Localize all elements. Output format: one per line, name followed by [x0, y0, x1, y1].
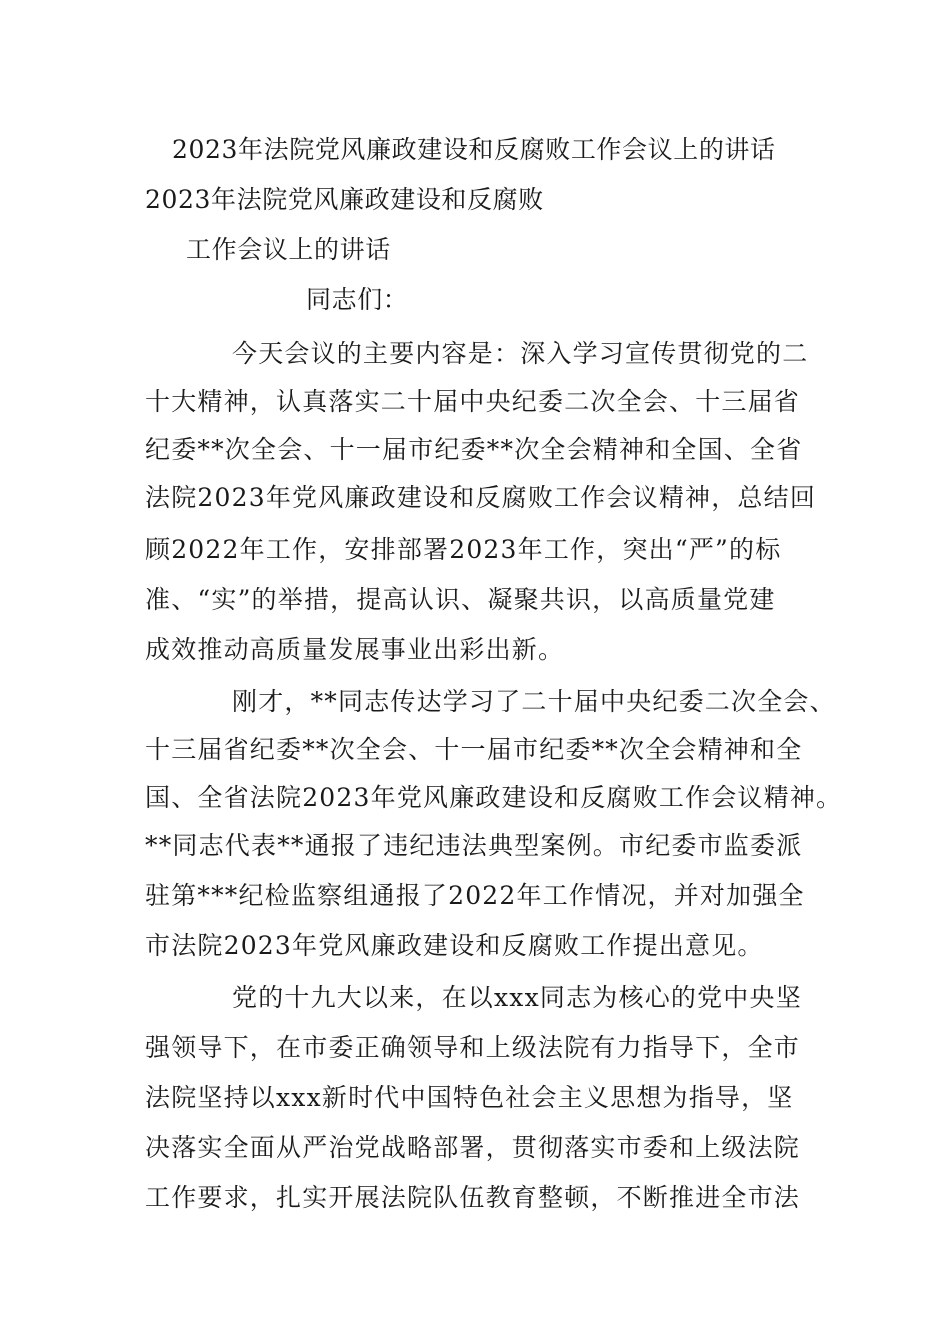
paragraph-1-line-5: 顾2022年工作，安排部署2023年工作，突出“严”的标	[145, 535, 782, 564]
salutation: 同志们：	[306, 285, 409, 314]
paragraph-2-line-4: **同志代表**通报了违纪违法典型案例。市纪委市监委派	[145, 831, 803, 860]
paragraph-2-line-2: 十三届省纪委**次全会、十一届市纪委**次全会精神和全	[145, 735, 803, 764]
paragraph-1-line-1: 今天会议的主要内容是：深入学习宣传贯彻党的二	[232, 339, 809, 368]
paragraph-1-line-4: 法院2023年党风廉政建设和反腐败工作会议精神，总结回	[145, 483, 817, 512]
paragraph-2-line-1: 刚才，**同志传达学习了二十届中央纪委二次全会、	[232, 687, 836, 716]
paragraph-2-line-5: 驻第***纪检监察组通报了2022年工作情况，并对加强全	[145, 881, 805, 910]
document-subtitle-line-2: 工作会议上的讲话	[186, 235, 391, 264]
paragraph-2-line-6: 市法院2023年党风廉政建设和反腐败工作提出意见。	[145, 931, 764, 960]
paragraph-3-line-5: 工作要求，扎实开展法院队伍教育整顿，不断推进全市法	[145, 1183, 801, 1212]
paragraph-3-line-2: 强领导下，在市委正确领导和上级法院有力指导下，全市	[145, 1033, 801, 1062]
paragraph-3-line-4: 决落实全面从严治党战略部署，贯彻落实市委和上级法院	[145, 1133, 801, 1162]
paragraph-3-line-3: 法院坚持以xxx新时代中国特色社会主义思想为指导，坚	[145, 1083, 794, 1112]
document-subtitle-line-1: 2023年法院党风廉政建设和反腐败	[145, 185, 544, 214]
paragraph-1-line-6: 准、“实”的举措，提高认识、凝聚共识，以高质量党建	[145, 585, 776, 614]
document-title: 2023年法院党风廉政建设和反腐败工作会议上的讲话	[172, 135, 776, 164]
paragraph-1-line-2: 十大精神，认真落实二十届中央纪委二次全会、十三届省	[145, 387, 801, 416]
paragraph-3-line-1: 党的十九大以来，在以xxx同志为核心的党中央坚	[232, 983, 802, 1012]
paragraph-1-line-3: 纪委**次全会、十一届市纪委**次全会精神和全国、全省	[145, 435, 803, 464]
paragraph-2-line-3: 国、全省法院2023年党风廉政建设和反腐败工作会议精神。	[145, 783, 843, 812]
paragraph-1-line-7: 成效推动高质量发展事业出彩出新。	[145, 635, 565, 664]
